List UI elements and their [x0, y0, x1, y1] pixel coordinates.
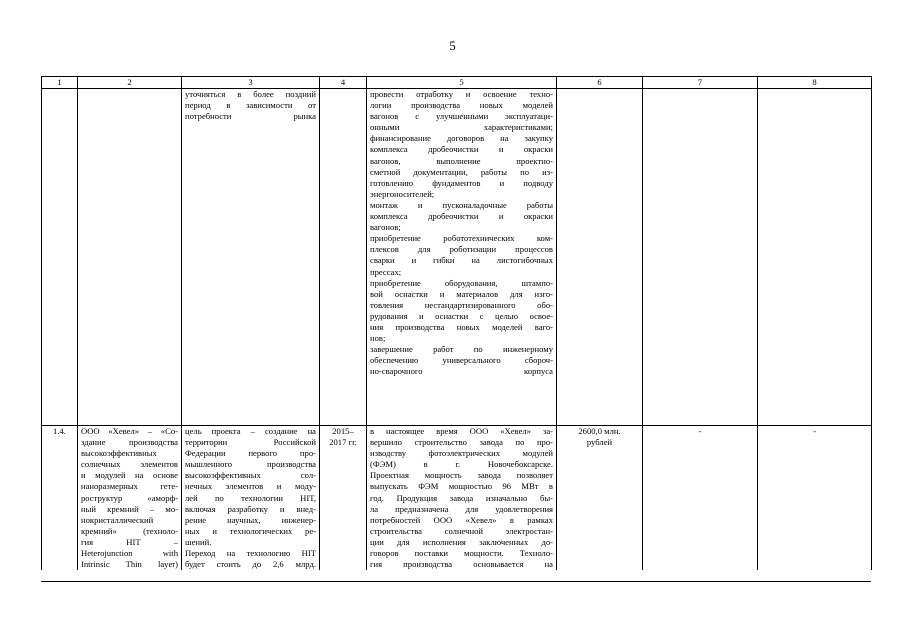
text-line: 2015–	[332, 426, 354, 436]
text-line: нокристаллический	[81, 514, 154, 525]
text-line: мышленного производства	[185, 459, 316, 470]
text-line: комплекса дробеочистки и окраски	[370, 211, 553, 222]
text-line: строительства солнечной электростан-	[370, 525, 553, 536]
cell-description	[182, 426, 320, 571]
text-line: завершение работ по инженерному	[370, 344, 553, 355]
text-line: будет стоить до 2,6 млрд.	[185, 559, 316, 570]
text-line: вой оснастки и материалов для изго-	[370, 288, 553, 299]
text-line: вагонов, выполнение проектно-	[370, 155, 553, 166]
text-line: онными характеристиками;	[370, 122, 553, 133]
text-line: сварки и гибки на листогибочных	[370, 255, 553, 266]
cell-period	[320, 89, 367, 426]
data-table	[41, 76, 872, 570]
text-line: монтаж и пусконаладочные работы	[370, 199, 553, 210]
text-line: но-сварочного корпуса	[370, 366, 553, 377]
header-row	[42, 77, 872, 89]
column-header: 6	[557, 77, 643, 89]
text-line: 2017 гг.	[329, 437, 357, 448]
text-line: логии производства новых моделей	[370, 100, 553, 111]
text-line: ный кремний – мо-	[81, 503, 178, 514]
text-line: готовлению фундаментов и подводу	[370, 177, 553, 188]
text-line: вагонов;	[370, 222, 401, 233]
text-line: рение научных, инженер-	[185, 514, 316, 525]
text-line: лей по технологии HIT,	[185, 492, 316, 503]
table-bottom-edge	[41, 581, 871, 582]
cell-project	[78, 89, 182, 426]
text-line: включая разработку и внед-	[185, 503, 316, 514]
text-line: шений.	[185, 536, 212, 547]
text-line: потребности рынка	[185, 111, 316, 122]
text-line: приобретение робототехнических ком-	[370, 233, 553, 244]
text-line: изводству фотоэлектрических модулей	[370, 448, 553, 459]
text-line: прессах;	[370, 266, 402, 277]
text-line: территории Российской	[185, 437, 316, 448]
cell-col8: -	[758, 426, 872, 571]
text-line: выпускать ФЭМ мощностью 96 МВт в	[370, 481, 553, 492]
text-line: и модулей на основе	[81, 470, 178, 481]
text-line: здание производства	[81, 437, 178, 448]
text-line: цель проекта – создание на	[185, 426, 316, 436]
text-line: провести отработку и освоение техно-	[370, 89, 553, 99]
page-number: 5	[449, 38, 456, 53]
text-line: высокоэффективных	[81, 448, 157, 459]
cell-cost	[557, 89, 643, 426]
text-line: наноразмерных гете-	[81, 481, 178, 492]
text-line: гия производства основывается на	[370, 559, 553, 570]
column-header: 1	[42, 77, 78, 89]
text-line: Федерации первого про-	[185, 448, 316, 459]
text-line: (ФЭМ) в г. Новочебоксарске.	[370, 459, 553, 470]
column-header: 8	[758, 77, 872, 89]
cell-description	[182, 89, 320, 426]
cell-measures	[367, 426, 557, 571]
text-line: Heterojunction with	[81, 548, 178, 559]
text-line: солнечных элементов	[81, 459, 178, 470]
cell-period	[320, 426, 367, 571]
text-line: потребностей ООО «Хевел» в рамках	[370, 514, 553, 525]
text-line: нов;	[370, 333, 386, 344]
text-line: ла предназначена для удовлетворения	[370, 503, 553, 514]
cell-number	[42, 89, 78, 426]
text-line: рудования и оснастки с целью освое-	[370, 310, 553, 321]
text-line: в настоящее время ООО «Хевел» за-	[370, 426, 553, 436]
text-line: ции для исполнения заключенных до-	[370, 536, 553, 547]
text-line: уточняться в более поздний	[185, 89, 316, 99]
text-line: говоров поставки мощности. Техноло-	[370, 548, 553, 559]
text-line: ния производства новых моделей ваго-	[370, 321, 553, 332]
text-line: ООО «Хевел» – «Со-	[81, 426, 178, 436]
column-header: 3	[182, 77, 320, 89]
text-line: период в зависимости от	[185, 100, 316, 111]
text-line: 2600,0 млн.	[578, 426, 621, 436]
cell-col7: -	[643, 426, 758, 571]
text-line: товления нестандартизированного обо-	[370, 299, 553, 310]
text-line: год. Продукция завода изначально бы-	[370, 492, 553, 503]
column-header: 2	[78, 77, 182, 89]
text-line: роструктур «аморф-	[81, 492, 178, 503]
text-line: Переход на технологию HIT	[185, 548, 316, 559]
table-row	[42, 426, 872, 571]
text-line: нечных элементов и моду-	[185, 481, 316, 492]
text-line: Intrinsic Thin layer)	[81, 559, 178, 570]
column-header: 5	[367, 77, 557, 89]
text-line: плексов для роботизации процессов	[370, 244, 553, 255]
cell-measures	[367, 89, 557, 426]
text-line: энергоносителей;	[370, 188, 435, 199]
text-line: финансирование договоров на закупку	[370, 133, 553, 144]
text-line: вершило строительство завода по про-	[370, 437, 553, 448]
column-header: 4	[320, 77, 367, 89]
text-line: рублей	[586, 437, 613, 448]
text-line: ных и технологических ре-	[185, 525, 316, 536]
text-line: комплекса дробеочистки и окраски	[370, 144, 553, 155]
text-line: гия HIT –	[81, 536, 178, 547]
cell-project	[78, 426, 182, 571]
text-line: высокоэффективных сол-	[185, 470, 316, 481]
text-line: кремний» (техноло-	[81, 525, 178, 536]
column-header: 7	[643, 77, 758, 89]
cell-cost	[557, 426, 643, 571]
cell-col8	[758, 89, 872, 426]
table-row	[42, 89, 872, 426]
text-line: Проектная мощность завода позволяет	[370, 470, 553, 481]
text-line: вагонов с улучшенными эксплуатаци-	[370, 111, 553, 122]
cell-number: 1.4.	[42, 426, 78, 571]
text-line: приобретение оборудования, штампо-	[370, 277, 553, 288]
text-line: обеспечению универсального сбороч-	[370, 355, 553, 366]
text-line: сметной документации, работы по из-	[370, 166, 553, 177]
cell-col7	[643, 89, 758, 426]
